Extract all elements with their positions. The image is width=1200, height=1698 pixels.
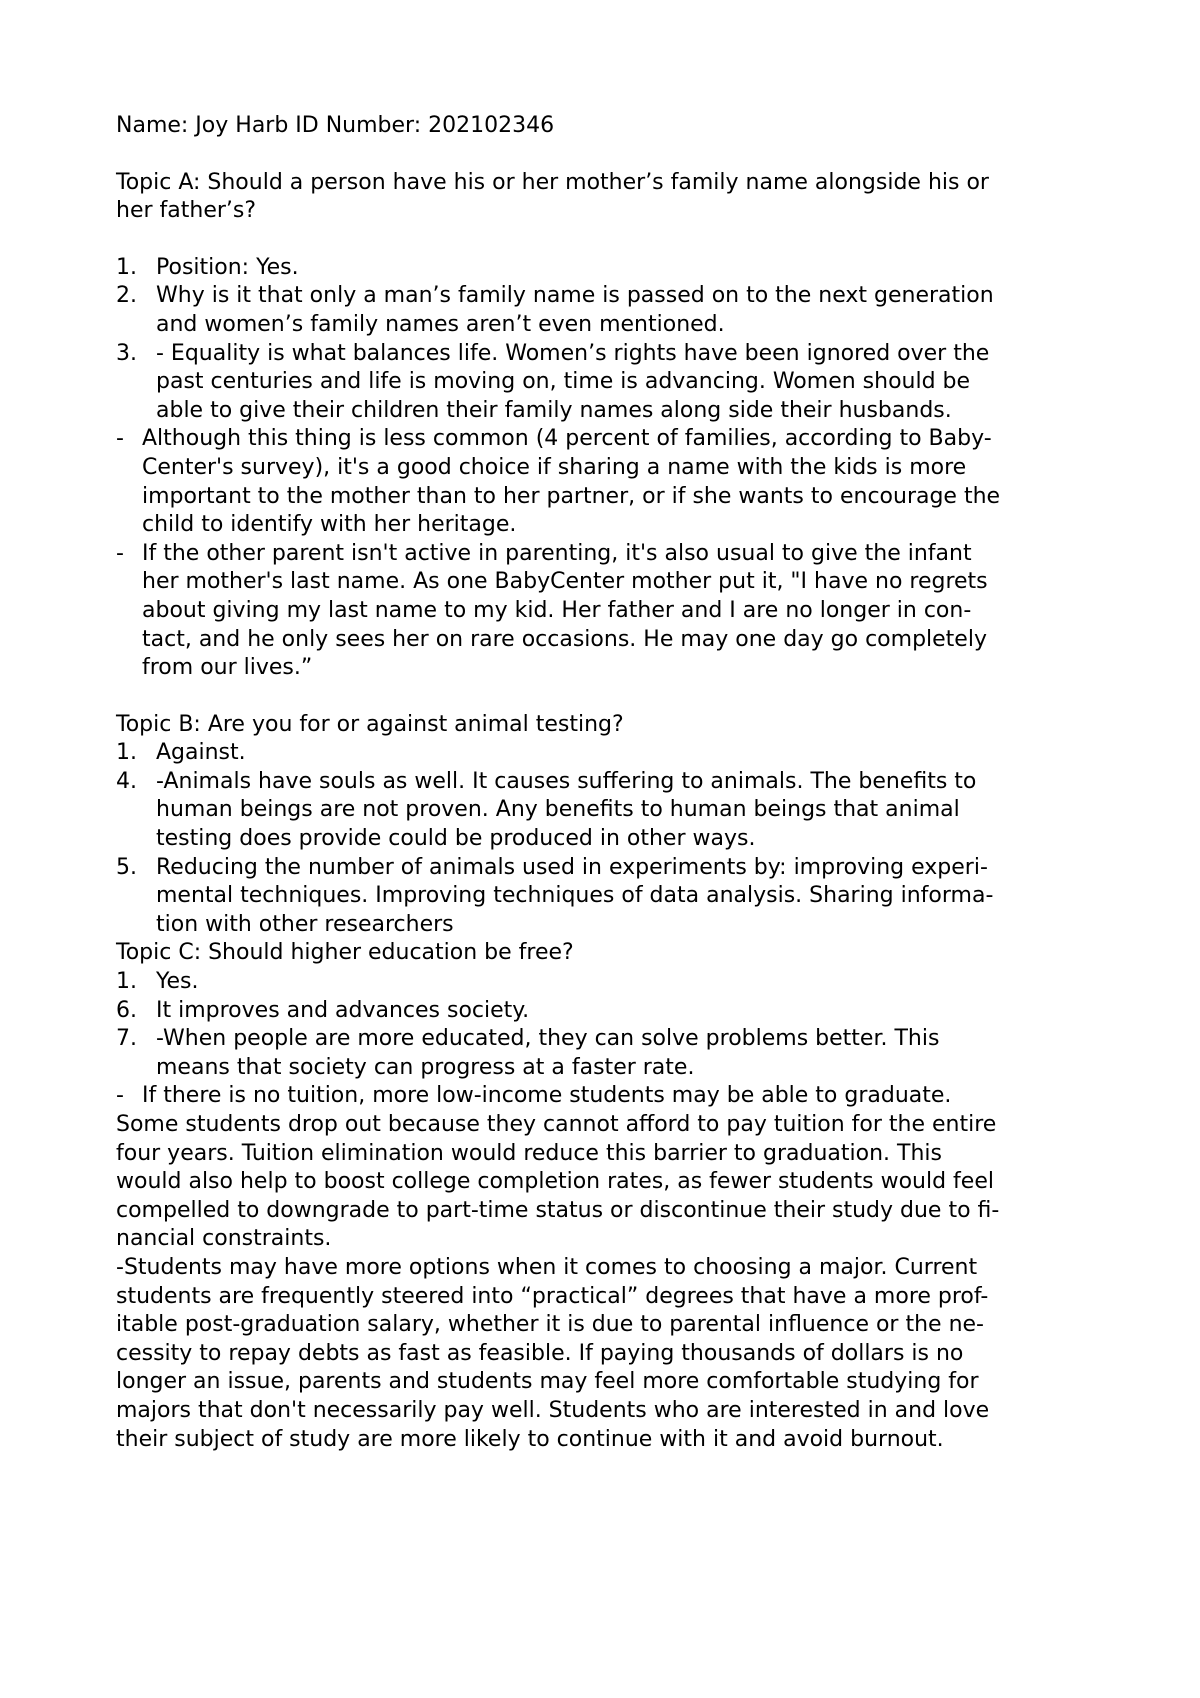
text-line: -Animals have souls as well. It causes suffering to animals. The benefits to — [156, 768, 977, 794]
text-line: longer an issue, parents and students may feel more comfortable studying for — [116, 1369, 979, 1395]
text-line: important to the mother than to her partner, or if she wants to encourage the — [142, 483, 1001, 509]
list-marker: 3. — [116, 340, 137, 366]
text-line: human beings are not proven. Any benefits to human beings that animal — [156, 797, 960, 823]
list-marker: 2. — [116, 283, 137, 309]
text-line: - Equality is what balances life. Women’s rights have been ignored over the — [156, 340, 990, 366]
dash-marker: - — [116, 540, 124, 566]
topic-a-dash-item-1 — [116, 425, 1116, 539]
text-line: child to identify with her heritage. — [142, 512, 517, 538]
list-marker: 6. — [116, 997, 137, 1023]
topic-a-item-1 — [116, 254, 1116, 283]
text-line: about giving my last name to my kid. Her father and I are no longer in con- — [142, 597, 972, 623]
list-item-text — [156, 854, 1116, 940]
text-line: -When people are more educated, they can solve problems better. This — [156, 1026, 940, 1052]
topic-c-major-paragraph — [116, 1254, 1116, 1454]
text-line: her mother's last name. As one BabyCenter mother put it, "I have no regrets — [142, 569, 988, 595]
text-line: means that society can progress at a faster rate. — [156, 1054, 695, 1080]
text-line: students are frequently steered into “practical” degrees that have a more prof- — [116, 1283, 989, 1309]
text-line: compelled to downgrade to part-time status or discontinue their study due to fi- — [116, 1197, 1000, 1223]
spacer — [116, 226, 1116, 254]
list-item-text — [156, 282, 1116, 339]
text-line: Although this thing is less common (4 percent of families, according to Baby- — [142, 426, 992, 452]
topic-c-item-1 — [116, 968, 1116, 997]
list-item-text — [156, 768, 1116, 854]
dash-marker: - — [116, 426, 124, 452]
text-line: Why is it that only a man’s family name is passed on to the next generation — [156, 283, 994, 309]
topic-b-item-5 — [116, 854, 1116, 940]
list-item-text — [156, 340, 1116, 426]
text-line — [116, 1082, 1116, 1111]
list-marker: 7. — [116, 1026, 137, 1052]
text-line: nancial constraints. — [116, 1226, 332, 1252]
text-line: tion with other researchers — [156, 911, 454, 937]
list-item-text — [142, 540, 1116, 683]
document-page — [116, 112, 1116, 1454]
list-marker: 1. — [116, 969, 137, 995]
spacer — [116, 141, 1116, 169]
text-line: If the other parent isn't active in parenting, it's also usual to give the infant — [142, 540, 972, 566]
text-line: Against. — [156, 740, 246, 766]
list-item-text — [156, 968, 1116, 997]
topic-c-item-6 — [116, 997, 1116, 1026]
spacer — [116, 683, 1116, 711]
topic-a-item-3 — [116, 340, 1116, 426]
text-line: Some students drop out because they cannot afford to pay tuition for the entire — [116, 1112, 997, 1137]
topic-b-item-1 — [116, 739, 1116, 768]
text-line: from our lives.” — [142, 655, 313, 681]
list-item-text — [156, 739, 1116, 768]
text-line: able to give their children their family names along side their husbands. — [156, 397, 952, 423]
text-line: tact, and he only sees her on rare occasions. He may one day go completely — [142, 626, 987, 652]
text-line: Position: Yes. — [156, 254, 299, 280]
list-item-text — [156, 997, 1116, 1026]
topic-c-section — [116, 939, 1116, 1454]
topic-b-item-4 — [116, 768, 1116, 854]
topic-c-title: Topic C: Should higher education be free? — [116, 940, 574, 966]
topic-c-item-7 — [116, 1025, 1116, 1082]
text-line: -Students may have more options when it comes to choosing a major. Current — [116, 1254, 978, 1280]
topic-a-item-2 — [116, 282, 1116, 339]
list-item-text — [156, 254, 1116, 283]
text-line: would also help to boost college completion rates, as fewer students would feel — [116, 1169, 994, 1195]
list-marker: 1. — [116, 740, 137, 766]
text-line: testing does provide could be produced in other ways. — [156, 826, 756, 852]
text-line: cessity to repay debts as fast as feasible. If paying thousands of dollars is no — [116, 1340, 964, 1366]
text-line: four years. Tuition elimination would reduce this barrier to graduation. This — [116, 1140, 942, 1166]
list-marker: 1. — [116, 254, 137, 280]
dash-marker: - — [116, 1083, 124, 1109]
text-line: mental techniques. Improving techniques of data analysis. Sharing informa- — [156, 883, 994, 909]
text-line: majors that don't necessarily pay well. Students who are interested in and love — [116, 1397, 990, 1423]
text-line: Reducing the number of animals used in experiments by: improving experi- — [156, 854, 988, 880]
text-line: Yes. — [156, 969, 199, 995]
topic-a-section — [116, 169, 1116, 683]
text-line: itable post-graduation salary, whether it is due to parental influence or the ne- — [116, 1312, 984, 1338]
topic-b-title: Topic B: Are you for or against animal testing? — [116, 711, 624, 737]
text-line: their subject of study are more likely to continue with it and avoid burnout. — [116, 1426, 944, 1452]
list-item-text — [142, 425, 1116, 539]
text-line: It improves and advances society. — [156, 997, 530, 1023]
list-marker: 5. — [116, 854, 137, 880]
list-marker: 4. — [116, 768, 137, 794]
text-line: Center's survey), it's a good choice if sharing a name with the kids is more — [142, 454, 967, 480]
topic-b-section — [116, 711, 1116, 940]
name-id-line: Name: Joy Harb ID Number: 202102346 — [116, 113, 555, 138]
list-item-text — [156, 1025, 1116, 1082]
topic-a-dash-item-2 — [116, 540, 1116, 683]
text-line: and women’s family names aren’t even mentioned. — [156, 311, 725, 337]
topic-c-tuition-paragraph — [116, 1082, 1116, 1254]
topic-a-title-line-2: her father’s? — [116, 198, 257, 224]
text-line: past centuries and life is moving on, time is advancing. Women should be — [156, 369, 971, 395]
topic-a-title-line-1: Topic A: Should a person have his or her mother’s family name alongside his or — [116, 169, 989, 195]
text-line-content: If there is no tuition, more low-income students may be able to graduate. — [142, 1083, 952, 1109]
